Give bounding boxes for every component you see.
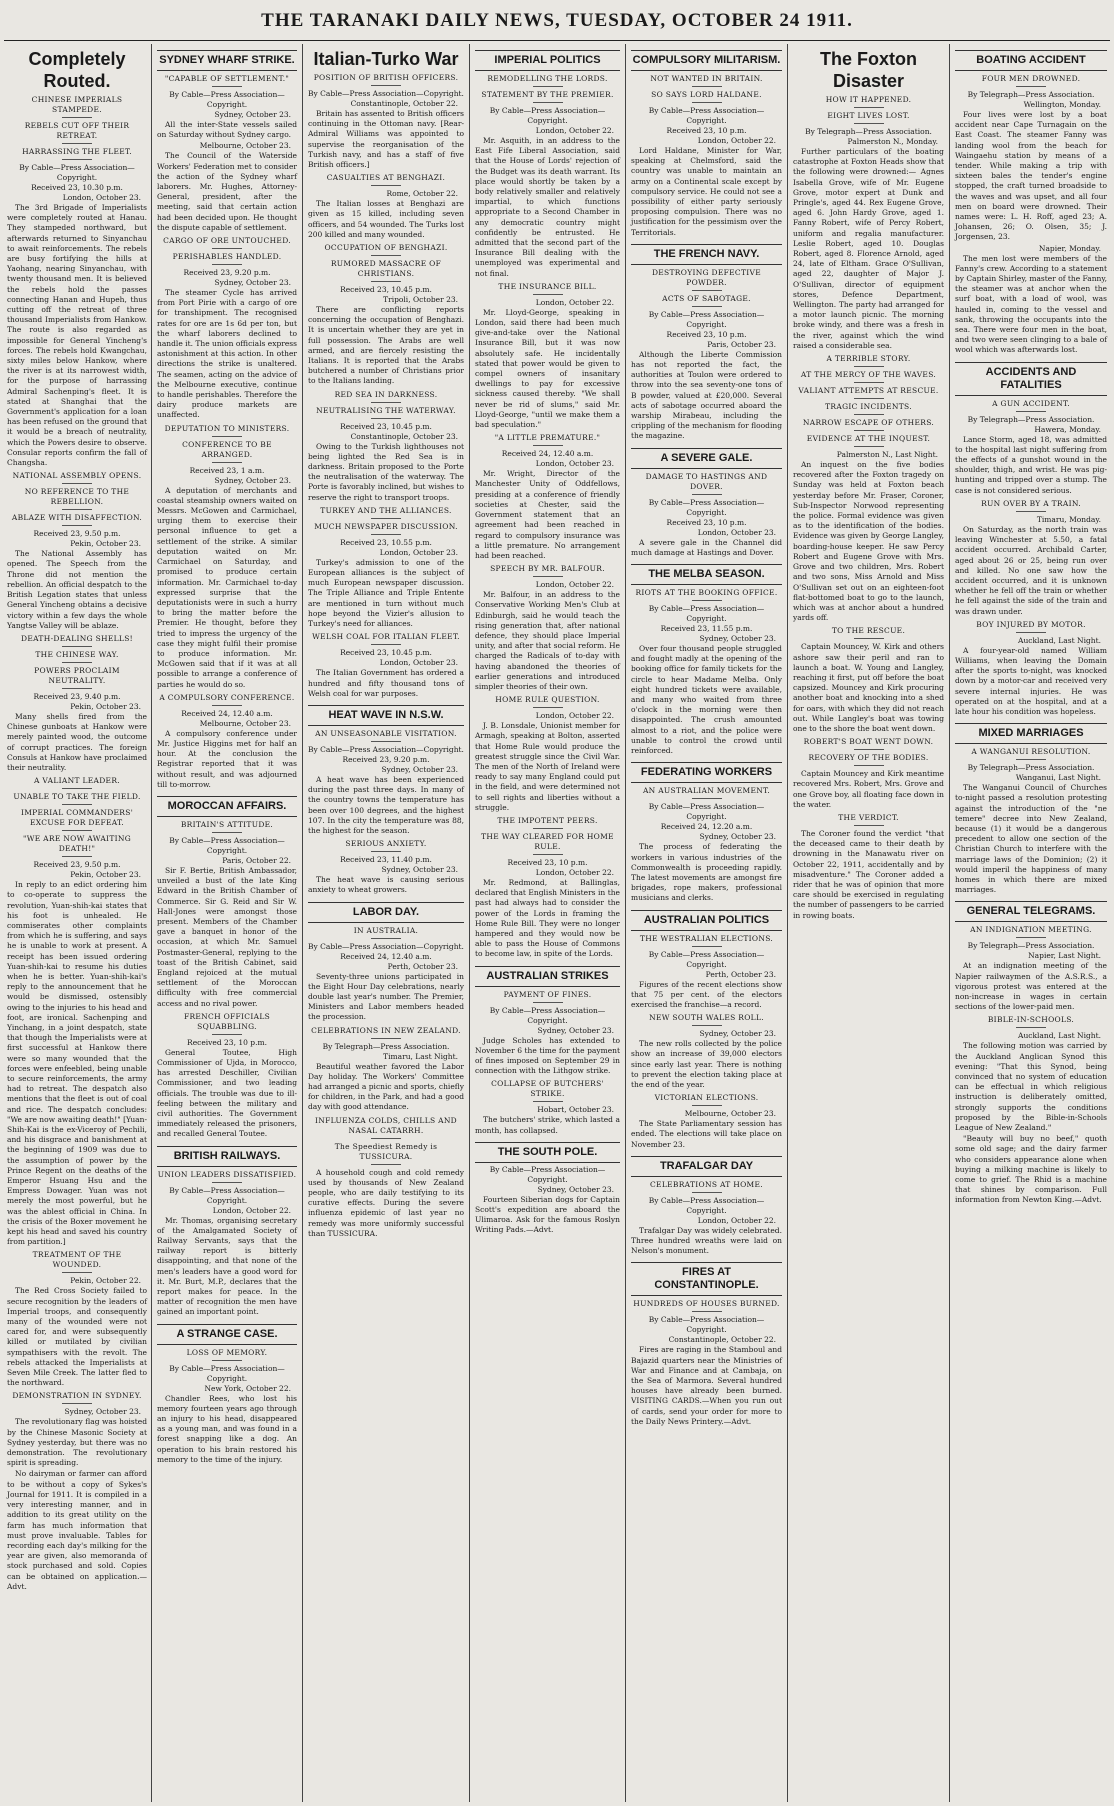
dateline: Auckland, Last Night. <box>1018 635 1101 645</box>
received-time: Received 24, 12.40 a.m. <box>181 708 273 718</box>
subheading: CELEBRATIONS AT HOME. <box>631 1180 782 1193</box>
dateline: Rome, October 22. <box>386 189 458 199</box>
received-time: Received 23, 10 p.m. <box>666 329 747 339</box>
received-time: Received 23, 10 p.m. <box>666 126 747 135</box>
article-text: "Beauty will buy no beef," quoth some old sage; and the dairy farmer who considers appearance alone when buying a milking machine is likely to come to grief. The Rhid is a machine that shines by comparison. Full information from Newton King.—Advt. <box>955 1134 1107 1205</box>
subheading: RIOTS AT THE BOOKING OFFICE. <box>631 588 782 601</box>
subheading: AN INDIGNATION MEETING. <box>955 925 1107 938</box>
article-text: The Red Cross Society failed to secure recognition by the leaders of Imperial troops, and consequently many of the wounded were not cared for, and were subsequently killed or mutilated by civilian sympathisers with the revolt. The rebels attacked the Imperialists at Seven Mile Creek. The latter fled to the northward. <box>7 1286 147 1388</box>
dateline: London, October 23. <box>535 459 614 469</box>
subheading: NATIONAL ASSEMBLY OPENS. <box>7 471 147 484</box>
received-time: Received 23, 9.20 p.m. <box>342 754 430 764</box>
subheading: AN UNSEASONABLE VISITATION. <box>308 729 464 742</box>
article-text: The following motion was carried by the Auckland Anglican Synod this evening: "That this Synod, being convinced that no system of education can be effectual in which religious instruction is deliberately omitted, strongly supports the conditions proposed by the Bible-in-Schools League of New Zealand." <box>955 1041 1107 1133</box>
byline: By Cable—Press Association—Copyright. <box>648 949 765 969</box>
article-text: Lord Haldane, Minister for War, speaking at Chelmsford, said the country was unable to maintain an army on a Continental scale except by compulsory service. He could not see a possibility of either party seriously proposing compulsion. There was no justification for the pessimism over the Territorials. <box>631 146 782 237</box>
column-1 <box>4 44 150 1802</box>
article-text: Captain Mouncey, W. Kirk and others ashore saw their peril and ran to launch a boat. W. Young and Langley, reaching it first, put off before the boat capsized. Mouncey and Kirk procuring another boat and knocking into a shed for oars, with which they did not reach out. While Langley's boat was towing one to the shore the boat went down. <box>793 642 944 733</box>
byline: By Telegraph—Press Association. <box>967 763 1095 773</box>
received-time: Received 23, 10 p.m. <box>507 857 588 867</box>
section-headline: THE SOUTH POLE. <box>475 1142 620 1163</box>
byline: By Telegraph—Press Association. <box>805 127 932 136</box>
section-headline: MIXED MARRIAGES <box>955 723 1107 744</box>
received-time: Received 23, 10 p.m. <box>666 517 747 527</box>
subheading: HARRASSING THE FLEET. <box>7 147 147 160</box>
byline: By Cable—Press Association—Copyright. <box>169 835 285 855</box>
dateline: Sydney, October 23. <box>214 278 291 288</box>
subheading: TRAGIC INCIDENTS. <box>793 402 944 415</box>
subheading: SO SAYS LORD HALDANE. <box>631 90 782 103</box>
subheading: "WE ARE NOW AWAITING DEATH!" <box>7 834 147 857</box>
article-text: The new rolls collected by the police show an increase of 39,000 electors since early last year. There is nothing to prevent the election taking place at the end of the year. <box>631 1039 782 1089</box>
received-time: Received 23, 10.55 p.m. <box>340 537 432 547</box>
subheading: DAMAGE TO HASTINGS AND DOVER. <box>631 472 782 495</box>
subheading: RUMORED MASSACRE OF CHRISTIANS. <box>308 259 464 282</box>
article-text: Trafalgar Day was widely celebrated. Three hundred wreaths were laid on Nelson's monument. <box>631 1225 782 1256</box>
received-time: Received 23, 9.50 p.m. <box>33 860 121 870</box>
section-headline: GENERAL TELEGRAMS. <box>955 901 1107 922</box>
dateline: Constantinople, October 22. <box>668 1335 776 1345</box>
dateline: Pekin, October 23. <box>70 870 141 880</box>
byline: By Cable—Press Association—Copyright. <box>308 744 464 754</box>
subheading: ACTS OF SABOTAGE. <box>631 294 782 307</box>
subheading: DEMONSTRATION IN SYDNEY. <box>7 1391 147 1404</box>
article-text: In reply to an edict ordering him to co-operate to suppress the revolution, Yuan-shih-kai states that his foot is unhealed. He commiserates other complaints from which he is suffering, and says he is unable to work at present. A receipt has been issued ordering Yuan-shih-kai to resume his duties when he is better. Yuan-shih-kai's reply to the announcement that he would be dismissed, ostensibly owing to the injuries to his head and foot, are ironical. Sachenping and Yinchang, in a joint despatch, state that though the Imperialists were at first successful at Hankow there were so many wounded that the forces were enfeebled, being unable to secure reinforcements, the army had to retreat. The despatch also mentions that the fleet is out of coal and rice. The despatch concludes: "We are now awaiting death!" [Yuan-Shih-Kai is the ex-Viceroy of Pechili, and his disgrace and banishment at the beginning of 1909 was due to the assumption of power by the Prince Regent on the deaths of the Emperor Hsuang Hsu and the Empress Dowager. Yuan was not merely the most powerful, but he was the ablest official in China. In the crisis of the Boxer movement he kept his head and saved his country from partition.] <box>7 880 147 1247</box>
dateline: London, October 23. <box>379 658 458 668</box>
subheading: IMPERIAL COMMANDERS' EXCUSE FOR DEFEAT. <box>7 808 147 831</box>
article-text: A four-year-old named William Williams, when leaving the Domain after the sports to-night, was knocked down by a motor-car and received very severe internal injuries. He was operated on at the hospital, and at a late hour his condition was hopeless. <box>955 645 1107 716</box>
subheading: A WANGANUI RESOLUTION. <box>955 747 1107 760</box>
column-5 <box>628 44 785 1802</box>
column-headline: The Foxton Disaster <box>820 49 917 91</box>
column-3 <box>305 44 467 1802</box>
dateline: London, October 22. <box>212 1205 291 1215</box>
subheading: THE VERDICT. <box>793 813 944 826</box>
column-divider <box>469 44 470 1802</box>
received-time: Received 24, 12.40 a.m. <box>501 449 594 459</box>
received-time: Received 23, 10.45 p.m. <box>340 648 432 658</box>
subheading: CONFERENCE TO BE ARRANGED. <box>157 440 297 463</box>
article-text: On Saturday, as the north train was leaving Winchester at 5.50, a fatal accident occurred. Archibald Carter, aged about 26 or 25, being run over and killed. No one saw how the accident occurred, and it is unknown whether he fell off the train or whether he fell against the side of the train and was drawn under. <box>955 524 1107 616</box>
section-headline: LABOR DAY. <box>308 902 464 923</box>
dateline: Melbourne, October 23. <box>684 1109 776 1119</box>
section-headline: THE FRENCH NAVY. <box>631 244 782 265</box>
subheading: BRITAIN'S ATTITUDE. <box>157 820 297 833</box>
subheading: A TERRIBLE STORY. <box>793 354 944 367</box>
subheading: The Speediest Remedy is TUSSICURA. <box>308 1142 464 1165</box>
subheading: PAYMENT OF FINES. <box>475 990 620 1003</box>
section-headline: A STRANGE CASE. <box>157 1324 297 1345</box>
article-text: Seventy-three unions participated in the Eight Hour Day celebrations, nearly double last year's number. The Premier, Ministers and Labor members headed the procession. <box>308 971 464 1022</box>
article-text: The Italian losses at Benghazi are given as 15 killed, including seven officers, and 54 wounded. The Turks lost 200 killed and many wounded. <box>308 199 464 239</box>
subheading: "CAPABLE OF SETTLEMENT." <box>157 74 297 87</box>
article-text: General Toutee, High Commissioner of Ujda, in Morocco, has arrested Deschiller, Civilian Commissioner, and two leading officials. The trouble was due to ill-feeling between the military and civil authorities. The Government immediately released the prisoners, and recalled General Toutee. <box>157 1047 297 1139</box>
article-text: The steamer Cycle has arrived from Port Pirie with a cargo of ore for transhipment. The recognised rates for ore are 1s 6d per ton, but the wharf laborers declined to handle it. The union officials express astonishment at this action. In other directions the strike is unaltered. The seamen, acting on the advice of the Melbourne executive, continue to handle perishables. Therefore the dairy produce markets are unaffected. <box>157 288 297 420</box>
dateline: Palmerston N., Last Night. <box>836 450 938 460</box>
dateline: Paris, October 23. <box>707 339 776 349</box>
dateline: London, October 22. <box>697 136 776 145</box>
article-text: Further particulars of the boating catastrophe at Foxton Heads show that the following were drowned:— Agnes Isabella Grove, wife of Mr. Eugene Grove, motor expert at Dunk and Pringle's, aged 44. Rex Eugene Grove, aged 6. John Hardy Grove, aged 1. Fanny Robert, wife of Percy Robert, uniform and regalia manufacturer. Leslie Robert, aged 10. Douglas Robert, aged 8. Florence Arnold, aged 24, late of Eltham. Grace O'Sullivan, aged 22, daughter of Major J. O'Sullivan, director of equipment stores, Defence Department, Wellington. The party had arranged for a motor launch picnic. The morning broke windy, and there was a fresh in the river, against which the wind raised a considerable sea. <box>793 147 944 350</box>
column-headline: SYDNEY WHARF STRIKE. <box>157 50 297 71</box>
received-time: Received 23, 10 p.m. <box>187 1037 267 1047</box>
received-time: Received 24, 12.20 a.m. <box>660 822 753 832</box>
article-text: The men lost were members of the Fanny's crew. According to a statement by Captain Shirley, master of the Fanny, the steamer was at anchor when the surf boat, with a load of wool, was hauled in, coming to the vessel and sank, throwing the occupants into the sea. There were four men in the boat, and two were seen clinging to a bale of wool which was afterwards lost. <box>955 253 1107 355</box>
article-text: Chandler Rees, who lost his memory fourteen years ago through an injury to his head, disappeared as a young man, and was found in a forest snapping like a dog. An operation to his brain restored his memory to the time of the injury. <box>157 1393 297 1464</box>
dateline: Wanganui, Last Night. <box>1015 773 1101 783</box>
subheading: VALIANT ATTEMPTS AT RESCUE. <box>793 386 944 399</box>
article-text: Mr. Balfour, in an address to the Conservative Working Men's Club at Edinburgh, said he would teach the rising generation that, after national defence, they should place Imperial unity, and after that social reform. He charged the Radicals of to-day with having abandoned the theories of earlier generations and introduced simpler theories of their own. <box>475 590 620 691</box>
dateline: London, October 22. <box>697 1215 776 1225</box>
dateline: Sydney, October 23. <box>537 1184 614 1194</box>
subheading: A GUN ACCIDENT. <box>955 399 1107 412</box>
subheading: NOT WANTED IN BRITAIN. <box>631 74 782 87</box>
dateline: Napier, Last Night. <box>1028 951 1101 961</box>
article-text: Mr. Wright, Director of the Manchester Unity of Oddfellows, presiding at a conference of friendly societies at Chester, said the Government statement that an agreement had been reached in regard to compulsory insurance was a little premature. No arrangement had been reached. <box>475 469 620 560</box>
dateline: Sydney, October 23. <box>699 1029 776 1039</box>
byline: By Cable—Press Association—Copyright. <box>169 1185 285 1205</box>
subheading: "A LITTLE PREMATURE." <box>475 433 620 446</box>
dateline: Timaru, Monday. <box>1036 514 1101 524</box>
masthead-rule <box>4 40 1110 41</box>
subheading: HOW IT HAPPENED. <box>793 95 944 108</box>
subheading: POWERS PROCLAIM NEUTRALITY. <box>7 666 147 689</box>
section-headline: AUSTRALIAN POLITICS <box>631 910 782 931</box>
article-text: Judge Scholes has extended to November 6 the time for the payment of fines imposed on September 29 in connection with the Lithgow strike. <box>475 1035 620 1076</box>
byline: By Cable—Press Association—Copyright. <box>648 309 765 329</box>
subheading: CELEBRATIONS IN NEW ZEALAND. <box>308 1026 464 1039</box>
article-text: Fires are raging in the Stamboul and Bajazid quarters near the Ministries of War and Finance and at Cambaja, on the Sea of Marmora. Several hundred houses have already been burned. VISITING CARDS.—When you run out of cards, send your order for more to the Daily News Printery.—Advt. <box>631 1345 782 1426</box>
column-headline: COMPULSORY MILITARISM. <box>631 50 782 71</box>
byline: By Cable—Press Association—Copyright. <box>648 497 765 517</box>
byline: By Cable—Press Association—Copyright. <box>19 163 135 182</box>
subheading: CARGO OF ORE UNTOUCHED. <box>157 236 297 249</box>
article-text: Mr. Asquith, in an address to the East Fife Liberal Association, said that the House of Lords' rejection of the Budget was its death warrant. Its place would shortly be taken by a body relatively smaller and relatively impartial, to which functions appropriate to a Second Chamber in any democratic country might confidently be entrusted. He admitted that the second part of the Insurance Bill dealing with the unemployed was experimental and not final. <box>475 136 620 278</box>
subheading: COLLAPSE OF BUTCHERS' STRIKE. <box>475 1079 620 1102</box>
dateline: Sydney, October 23. <box>64 1407 141 1417</box>
dateline: Sydney, October 23. <box>381 865 458 875</box>
article-text: Owing to the Turkish lighthouses not being lighted the Red Sea is in darkness. Britain proposed to the Porte the neutralisation of the waterway. The Porte is favorably inclined, but wishes to reserve the right to transport troops. <box>308 441 464 502</box>
dateline: London, October 22. <box>535 126 614 135</box>
received-time: Received 23, 10.45 p.m. <box>340 285 432 295</box>
subheading: HOME RULE QUESTION. <box>475 695 620 708</box>
subheading: NO REFERENCE TO THE REBELLION. <box>7 487 147 510</box>
column-divider <box>949 44 950 1802</box>
section-headline: TRAFALGAR DAY <box>631 1156 782 1177</box>
received-time: Received 23, 9.20 p.m. <box>183 268 271 278</box>
subheading: CASUALTIES AT BENGHAZI. <box>308 173 464 186</box>
section-headline: ACCIDENTS AND FATALITIES <box>955 362 1107 396</box>
dateline: Perth, October 23. <box>387 961 458 971</box>
subheading: PERISHABLES HANDLED. <box>157 252 297 265</box>
article-text: The Italian Government has ordered a hundred and fifty thousand tons of Welsh coal for war purposes. <box>308 668 464 698</box>
dateline: Pekin, October 23. <box>70 539 141 549</box>
received-time: Received 24, 12.40 a.m. <box>340 951 432 961</box>
received-time: Received 23, 9.40 p.m. <box>33 691 121 701</box>
dateline: Melbourne, October 23. <box>199 718 291 728</box>
dateline: Auckland, Last Night. <box>1018 1031 1101 1041</box>
section-headline: MOROCCAN AFFAIRS. <box>157 796 297 817</box>
subheading: RED SEA IN DARKNESS. <box>308 390 464 403</box>
article-text: The butchers' strike, which lasted a month, has collapsed. <box>475 1115 620 1135</box>
subheading: EIGHT LIVES LOST. <box>793 111 944 124</box>
subheading: BOY INJURED BY MOTOR. <box>955 620 1107 633</box>
subheading: AT THE MERCY OF THE WAVES. <box>793 370 944 383</box>
article-text: A heat wave has been experienced during the past three days. In many of the country towns the temperature has been over 100 degrees, and the highest 107. In the city the temperature was 88, the highest for the season. <box>308 774 464 835</box>
subheading: SERIOUS ANXIETY. <box>308 839 464 852</box>
received-time: Received 23, 9.50 p.m. <box>33 529 121 539</box>
subheading: WELSH COAL FOR ITALIAN FLEET. <box>308 632 464 645</box>
subheading: NEW SOUTH WALES ROLL. <box>631 1013 782 1026</box>
subheading: REMODELLING THE LORDS. <box>475 74 620 87</box>
columns-container <box>4 44 1110 1802</box>
dateline: London, October 23. <box>62 193 141 202</box>
article-text: Mr. Thomas, organising secretary of the Amalgamated Society of Railway Servants, says that the railway report is bitterly disappointing, and that none of the men's leaders have a good word for it. Mr. Burt, M.P., declares that the report makes for peace. In the matter of recognition the men have gained an important point. <box>157 1215 297 1317</box>
column-divider <box>151 44 152 1802</box>
subheading: THE INSURANCE BILL. <box>475 282 620 295</box>
subheading: DESTROYING DEFECTIVE POWDER. <box>631 268 782 291</box>
subheading: THE WAY CLEARED FOR HOME RULE. <box>475 832 620 855</box>
subheading: POSITION OF BRITISH OFFICERS. <box>308 73 464 86</box>
subheading: A VALIANT LEADER. <box>7 776 147 789</box>
subheading: MUCH NEWSPAPER DISCUSSION. <box>308 522 464 535</box>
byline: By Cable—Press Association—Copyright. <box>169 90 285 109</box>
column-headline: IMPERIAL POLITICS <box>475 50 620 71</box>
dateline: New York, October 22. <box>204 1383 291 1393</box>
subheading: THE CHINESE WAY. <box>7 650 147 663</box>
masthead: THE TARANAKI DAILY NEWS, TUESDAY, OCTOBER 24 1911. <box>261 10 853 31</box>
dateline: London, October 23. <box>379 547 458 557</box>
byline: By Telegraph—Press Association. <box>322 1041 450 1051</box>
article-text: A household cough and cold remedy used by thousands of New Zealand people, who are daily testifying to its curative effects. During the severe influenza epidemic of last year no remedy was more uniformly successful than TUSSICURA. <box>308 1167 464 1238</box>
article-text: Sir F. Bertie, British Ambassador, unveiled a bust of the late King Edward in the British Chamber of Commerce. Sir G. Reid and Sir W. Hall-Jones were amongst those present. Members of the Chamber gave a banquet in honor of the occasion, at which Mr. Samuel Postmaster-General, replying to the toast of the British Cabinet, said England rejoiced at the mutual settlement of the Moroccan difficulty with free commercial access and no rival power. <box>157 865 297 1008</box>
byline: By Cable—Press Association—Copyright. <box>648 1195 765 1215</box>
article-text: There are conflicting reports concerning the occupation of Benghazi. It is uncertain whether they are yet in full possession. The Arabs are well armed, and are fiercely resisting the Italians. It is reported that the Arabs butchered a number of Christians prior to the Italians landing. <box>308 305 464 386</box>
subheading: AN AUSTRALIAN MOVEMENT. <box>631 786 782 799</box>
article-text: The Council of the Waterside Workers' Federation met to consider the action of the Sydney wharf laborers. Mr. Hughes, Attorney-General, president, after the meeting, said that certain action had been decided upon. He thought the dispute capable of settlement. <box>157 151 297 232</box>
dateline: Napier, Monday. <box>1038 243 1101 253</box>
column-6 <box>790 44 947 1802</box>
byline: By Telegraph—Press Association. <box>967 414 1095 424</box>
byline: By Cable—Press Association—Copyright. <box>648 604 765 624</box>
column-divider <box>302 44 303 1802</box>
dateline: Hawera, Monday. <box>1034 424 1101 434</box>
article-text: The Wanganui Council of Churches to-night passed a resolution protesting against the introduction of the "ne temere" decree into New Zealand, because (1) it would be a dangerous precedent to allow one section of the Christian Church to interfere with the marriage laws of the Dominion; (2) it would imperil the happiness of many homes in which there are mixed marriages. <box>955 783 1107 895</box>
section-headline: HEAT WAVE IN N.S.W. <box>308 705 464 726</box>
subheading: SPEECH BY MR. BALFOUR. <box>475 564 620 577</box>
subheading: INFLUENZA COLDS, CHILLS AND NASAL CATARRH. <box>308 1116 464 1139</box>
article-text: The State Parliamentary session has ended. The elections will take place on November 23. <box>631 1119 782 1149</box>
column-7 <box>952 44 1110 1802</box>
article-text: Many shells fired from the Chinese gunboats at Hankow were merely painted wood, the outcome of corrupt practices. The foreign Consuls at Hankow have proclaimed their neutrality. <box>7 711 147 772</box>
dateline: London, October 22. <box>535 580 614 590</box>
column-headline: Italian-Turko War <box>313 49 459 69</box>
article-text: The National Assembly has opened. The Speech from the Throne did not mention the rebellion. An official despatch to the British Legation states that unless General Yincheng obtains a decisive victory within a few days the whole Yangtse Valley will be ablaze. <box>7 549 147 630</box>
article-text: J. B. Lonsdale, Unionist member for Armagh, speaking at Bolton, asserted that Home Rule would produce the greatest struggle since the Civil War. The men of the North of Ireland were ready to say many England could put in the field, and were determined not to sell rights and liberties without a struggle. <box>475 721 620 812</box>
dateline: Timaru, Last Night. <box>383 1051 458 1061</box>
dateline: Palmerston N., Monday. <box>847 137 938 146</box>
column-2 <box>154 44 300 1802</box>
subheading: DEPUTATION TO MINISTERS. <box>157 424 297 437</box>
article-text: The revolutionary flag was hoisted by the Chinese Masonic Society at Sydney yesterday, but there was no demonstration. The revolutionary spirit is spreading. <box>7 1417 147 1468</box>
dateline: Wellington, Monday. <box>1023 100 1101 109</box>
section-headline: A SEVERE GALE. <box>631 448 782 469</box>
article-text: Mr. Lloyd-George, speaking in London, said there had been much give-and-take over the National Insurance Bill, but it was now absolutely safe. He incidentally stated that power would be given to compel owners of insanitary dwellings to pay for excessive sickness caused thereby. "We shall never be rid of slums," said Mr. Lloyd-George, "until we make them a bad speculation." <box>475 307 620 430</box>
column-headline: Completely Routed. <box>28 49 126 91</box>
dateline: Sydney, October 23. <box>214 475 291 485</box>
subheading: THE IMPOTENT PEERS. <box>475 816 620 829</box>
section-headline: BRITISH RAILWAYS. <box>157 1146 297 1167</box>
article-text: The heat wave is causing serious anxiety to wheat growers. <box>308 875 464 895</box>
article-text: Turkey's admission to one of the European alliances is the subject of much European newspaper discussion. The Triple Alliance and Triple Entente are mentioned in turn without much hope beyond the Vizier's allusion to Turkey's need for alliances. <box>308 557 464 629</box>
subheading: BIBLE-IN-SCHOOLS. <box>955 1015 1107 1028</box>
subheading: EVIDENCE AT THE INQUEST. <box>793 434 944 447</box>
article-text: The Coroner found the verdict "that the deceased came to their death by drowning in the Manawatu river on October 22, 1911, accidentally and by misadventure." The Coroner added a rider that he was of opinion that more care should be exercised in regulating the number of passengers to be carried in rowing boats. <box>793 828 944 920</box>
article-text: Although the Liberte Commission has not reported the fact, the authorities at Toulon were ordered to throw into the sea seventy-one tons of B powder, valued at £20,000. Several acts of sabotage occurred aboard the warship Mirabeau, including the crippling of the mechanism for flooding the magazine. <box>631 349 782 441</box>
byline: By Cable—Press Association—Copyright. <box>489 106 606 125</box>
dateline: Sydney, October 23. <box>214 110 291 119</box>
article-text: A severe gale in the Channel did much damage at Hastings and Dover. <box>631 537 782 557</box>
dateline: Sydney, October 23. <box>381 764 458 774</box>
subheading: REBELS CUT OFF THEIR RETREAT. <box>7 121 147 144</box>
dateline: Paris, October 22. <box>222 855 291 865</box>
dateline: Pekin, October 22. <box>70 1276 141 1286</box>
subheading: CHINESE IMPERIALS STAMPEDE. <box>7 95 147 118</box>
subheading: DEATH-DEALING SHELLS! <box>7 634 147 647</box>
subheading: THE WESTRALIAN ELECTIONS. <box>631 934 782 947</box>
subheading: A COMPULSORY CONFERENCE. <box>157 693 297 706</box>
subheading: RECOVERY OF THE BODIES. <box>793 753 944 766</box>
column-4 <box>472 44 623 1802</box>
column-divider <box>625 44 626 1802</box>
section-headline: THE MELBA SEASON. <box>631 564 782 585</box>
subheading: RUN OVER BY A TRAIN. <box>955 499 1107 512</box>
received-time: Received 23, 10.45 p.m. <box>340 421 432 431</box>
subheading: UNABLE TO TAKE THE FIELD. <box>7 792 147 805</box>
dateline: Constantinople, October 22. <box>350 99 458 108</box>
dateline: Sydney, October 23. <box>699 634 776 644</box>
dateline: Sydney, October 23. <box>537 1025 614 1035</box>
received-time: Received 23, 10.30 p.m. <box>31 183 123 192</box>
section-headline: AUSTRALIAN STRIKES <box>475 966 620 987</box>
byline: By Telegraph—Press Association. <box>967 90 1095 99</box>
received-time: Received 23, 11.40 p.m. <box>340 855 432 865</box>
byline: By Cable—Press Association—Copyright. <box>308 89 464 98</box>
dateline: Perth, October 23. <box>705 969 776 979</box>
subheading: TREATMENT OF THE WOUNDED. <box>7 1250 147 1273</box>
article-text: The process of federating the workers in various industries of the Commonwealth is proceeding rapidly. The latest movements are amongst fire brigades, rope makers, professional musicians and clerks. <box>631 842 782 903</box>
subheading: NEUTRALISING THE WATERWAY. <box>308 406 464 419</box>
article-text: A compulsory conference under Mr. Justice Higgins met for half an hour. At the conclusion the Registrar reported that it was without result, and was adjourned till to-morrow. <box>157 728 297 789</box>
received-time: Received 23, 1 a.m. <box>189 465 265 475</box>
subheading: TO THE RESCUE. <box>793 626 944 639</box>
byline: By Cable—Press Association—Copyright. <box>648 1315 765 1335</box>
article-text: Over four thousand people struggled and fought madly at the opening of the booking office for family tickets for the circle to hear Madame Melba. Only eight hundred tickets were available, and many who waited from three o'clock in the morning were then disappointed. The crush amounted almost to a riot, and the police were unable to control the crowd until reinforced. <box>631 644 782 756</box>
subheading: TURKEY AND THE ALLIANCES. <box>308 506 464 519</box>
article-text: The 3rd Brigade of Imperialists were completely routed at Hanau. They stampeded northward, but afterwards returned to Sinyanchau to await reinforcements. The rebels are busy fortifying the hills at Yaohang, nearing Sinyanchau, with twenty thousand men. It is believed the rebels hold the passes connecting Hanan and Hupeh, thus cutting off the retreat of three thousand Imperialists from Hankow. The route is also regarded as impossible for General Yincheng's forces. The rebels hold Kwangchau, sixty miles below Hankow, where the river is at its narrowest width, for the purpose of harrassing Admiral Sachenping's fleet. It is stated at Shanghai that the Government's application for a loan has been refused on the ground that it would be a breach of neutrality, which the Powers desire to observe. Consular reports confirm the fall of Changsha. <box>7 203 147 468</box>
subheading: HUNDREDS OF HOUSES BURNED. <box>631 1299 782 1312</box>
subheading: ROBERT'S BOAT WENT DOWN. <box>793 737 944 750</box>
column-divider <box>787 44 788 1802</box>
article-text: An inquest on the five bodies recovered after the Foxton tragedy on Sunday was held at Foxton beach yesterday before Mr. Fraser, Coroner, Sub-Inspector Norwood representing the police. Formal evidence was given as to the identification of the bodies. Evidence was given by George Langley, boarding-house keeper. He saw Percy Robert and Eugene Grove with Mrs. Grove and two children, Mrs. Robert and two sons, Miss Arnold and Miss O'Sullivan set out on an eighteen-foot flat-bottomed boat to go to the launch, which was at anchor about a hundred yards off. <box>793 460 944 623</box>
byline: By Telegraph—Press Association. <box>967 941 1095 951</box>
article-text: Four lives were lost by a boat accident near Cape Turnagain on the East Coast. The steamer Fanny was landing wool from the beach for Waingaehu station by means of a tender. While making a trip with sixteen bales the tender's engine stopped, the craft turned broadside to the waves and was upset, and all four men on board were drowned. Their names were: L. H. Roff, aged 23; A. Johansen, 26; O. Olsen, 35; J. Jorgensen, 23. <box>955 110 1107 242</box>
byline: By Cable—Press Association—Copyright. <box>489 1164 606 1184</box>
subheading: UNION LEADERS DISSATISFIED. <box>157 1170 297 1183</box>
dateline: Pekin, October 23. <box>70 701 141 711</box>
dateline: Sydney, October 23. <box>699 832 776 842</box>
dateline: Tripoli, October 23. <box>383 295 458 305</box>
dateline: London, October 22. <box>535 711 614 721</box>
subheading: VICTORIAN ELECTIONS. <box>631 1093 782 1106</box>
subheading: IN AUSTRALIA. <box>308 926 464 939</box>
byline: By Cable—Press Association—Copyright. <box>308 941 464 951</box>
byline: By Cable—Press Association—Copyright. <box>648 802 765 822</box>
subheading: STATEMENT BY THE PREMIER. <box>475 90 620 103</box>
dateline: London, October 22. <box>535 867 614 877</box>
subheading: OCCUPATION OF BENGHAZI. <box>308 243 464 256</box>
article-text: A deputation of merchants and coastal steamship owners waited on Messrs. McGowen and Carmichael, urging them to exercise their personal influence to get a settlement of the strike. A similar deputation waited on Mr. Carmichael on Saturday, and promised to produce certain information. Mr. Carmichael to-day expressed surprise that the deputationists were in such a hurry to bring the matter before the Premier. He thought, before they tried to impress the urgency of the case they might fulfil their promise to produce information. Mr. McGowen said that if it was at all possible to arrange a conference of parties he would do so. <box>157 485 297 689</box>
article-text: Fourteen Siberian dogs for Captain Scott's expedition are aboard the Ulimaroa. Ask for the famous Roslyn Writing Pads.—Advt. <box>475 1194 620 1235</box>
subheading: ABLAZE WITH DISAFFECTION. <box>7 513 147 526</box>
article-text: Mr. Redmond, at Ballinglas, declared that English Ministers in the past had always had to consider the power of the Lords in framing the Home Rule Bill. They were no longer hampered and they would now be able to pass the House of Commons to become law, in spite of the Lords. <box>475 877 620 959</box>
dateline: London, October 22. <box>535 297 614 307</box>
byline: By Cable—Press Association—Copyright. <box>489 1005 606 1025</box>
received-time: Received 23, 11.55 p.m. <box>660 624 753 634</box>
subheading: FRENCH OFFICIALS SQUABBLING. <box>157 1012 297 1035</box>
dateline: Melbourne, October 23. <box>199 141 291 151</box>
subheading: LOSS OF MEMORY. <box>157 1348 297 1361</box>
article-text: Captain Mouncey and Kirk meantime recovered Mrs. Robert, Mrs. Grove and one Grove boy, all floating face down in the water. <box>793 769 944 809</box>
article-text: Figures of the recent elections show that 75 per cent. of the electors exercised the franchise—a record. <box>631 979 782 1009</box>
subheading: FOUR MEN DROWNED. <box>955 74 1107 87</box>
byline: By Cable—Press Association—Copyright. <box>648 106 765 125</box>
article-text: No dairyman or farmer can afford to be without a copy of Sykes's Journal for 1911. It is compiled in a very interesting manner, and in addition to its great utility on the farm has much information that must prove invaluable. Tables for recording each day's milking for the year are given, also memoranda of stock purchased and sold. Copies can be obtained on application.—Advt. <box>7 1469 147 1591</box>
article-text: At an indignation meeting of the Napier railwaymen of the A.S.R.S., a vigorous protest was entered at the non-increase in wages in certain sections of the lower-paid men. <box>955 961 1107 1012</box>
byline: By Cable—Press Association—Copyright. <box>169 1363 285 1383</box>
section-headline: FIRES AT CONSTANTINOPLE. <box>631 1262 782 1296</box>
subheading: NARROW ESCAPE OF OTHERS. <box>793 418 944 431</box>
article-text: Lance Storm, aged 18, was admitted to the hospital last night suffering from the effects of a gunshot wound in the shoulder, thigh, and wrist. He was pig-hunting and tripped over a stump. The case is not considered serious. <box>955 434 1107 495</box>
section-headline: FEDERATING WORKERS <box>631 762 782 783</box>
article-text: Britain has assented to British officers continuing in the Ottoman navy. [Rear-Admiral Williams was appointed to supervise the reorganisation of the Turkish navy, and has a staff of five British officers.] <box>308 109 464 170</box>
article-text: All the inter-State vessels sailed on Saturday without Sydney cargo. <box>157 120 297 140</box>
column-headline: BOATING ACCIDENT <box>955 50 1107 71</box>
dateline: London, October 23. <box>697 527 776 537</box>
dateline: Constantinople, October 23. <box>350 431 458 441</box>
dateline: Hobart, October 23. <box>537 1105 614 1115</box>
article-text: Beautiful weather favored the Labor Day holiday. The Workers' Committee had arranged a picnic and sports, chiefly for children, in the Park, and had a good day with good attendance. <box>308 1061 464 1112</box>
